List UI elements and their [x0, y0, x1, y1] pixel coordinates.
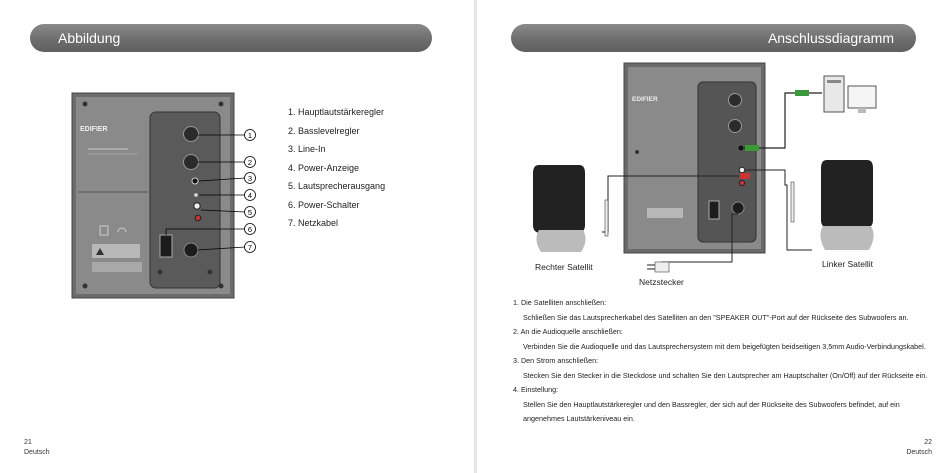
screw	[635, 150, 639, 154]
screw	[219, 102, 224, 107]
callout-number: 4	[247, 191, 253, 200]
screw	[83, 284, 88, 289]
warning-label	[647, 208, 683, 218]
list-item: 7. Netzkabel	[288, 218, 339, 228]
callout-number: 3	[247, 174, 253, 183]
power-plug-label: Netzstecker	[639, 277, 684, 287]
list-item: 6. Power-Schalter	[288, 199, 360, 210]
control-plate	[698, 82, 756, 242]
power-cable-socket	[184, 243, 198, 257]
green-jack-plug	[795, 90, 809, 96]
step-title: 4. Einstellung:	[513, 385, 559, 394]
red-rca-plug	[740, 173, 750, 179]
callout-number: 6	[247, 225, 253, 234]
green-jack-plug	[745, 145, 759, 151]
model-plate-line	[88, 148, 128, 150]
volume-knob[interactable]	[184, 127, 199, 142]
section-header: Abbildung	[30, 24, 432, 52]
callout-number: 7	[247, 243, 253, 252]
power-led	[194, 193, 198, 197]
language-label: Deutsch	[906, 449, 932, 456]
parts-list	[288, 103, 385, 233]
volume-knob	[729, 94, 742, 107]
list-item: 4. Power-Anzeige	[288, 162, 360, 173]
speaker-out-jack	[739, 167, 745, 173]
speaker-out-jack[interactable]	[194, 203, 200, 209]
page-number: 21	[24, 439, 32, 446]
screw	[83, 102, 88, 107]
cable-strip	[605, 200, 608, 236]
instruction-steps	[513, 296, 943, 427]
page-footer	[24, 438, 50, 458]
speaker-out-jack	[739, 180, 744, 185]
list-item: 1. Hauptlautstärkeregler	[288, 107, 385, 117]
callout-number: 5	[247, 208, 253, 217]
line-in-jack[interactable]	[192, 178, 198, 184]
step-body: Stellen Sie den Hauptlautstärkeregler und den Bassregler, der sich auf der Rückseite des Subwoofers befindet, auf ein	[523, 399, 900, 409]
speaker-out-jack[interactable]	[195, 215, 201, 221]
callout-number: 2	[247, 158, 253, 167]
power-switch[interactable]	[160, 235, 172, 257]
right-satellite-speaker	[533, 165, 585, 233]
step-title: 3. Den Strom anschließen:	[513, 356, 599, 365]
screw	[158, 270, 163, 275]
list-item: 3. Line-In	[288, 144, 326, 154]
bass-knob[interactable]	[184, 155, 199, 170]
power-plug-icon	[655, 262, 669, 272]
page-footer	[906, 438, 932, 458]
power-cable-socket	[732, 202, 744, 214]
step-body: Stecken Sie den Stecker in die Steckdose und schalten Sie den Lautsprecher am Hauptschalter (On/Off) auf der Rückseite ein.	[523, 370, 928, 380]
callout-number: 1	[247, 131, 253, 140]
info-label	[92, 262, 142, 272]
satellite-base	[820, 226, 873, 250]
step-body: angenehmes Lautstärkeniveau ein.	[523, 414, 635, 423]
satellite-base	[536, 230, 585, 252]
page-number: 22	[924, 439, 932, 446]
connection-diagram	[477, 0, 950, 290]
line-in-jack	[739, 146, 744, 151]
brand-logo: EDIFIER	[632, 96, 658, 103]
cable-strip	[791, 182, 794, 222]
left-satellite-label: Linker Satellit	[822, 259, 874, 269]
bass-knob	[729, 120, 742, 133]
step-body: Schließen Sie das Lautsprecherkabel des Satelliten an den "SPEAKER OUT"-Port auf der Rückseite des Subwoofers an.	[523, 312, 909, 322]
list-item: 5. Lautsprecherausgang	[288, 181, 386, 191]
step-title: 2. An die Audioquelle anschließen:	[513, 327, 623, 336]
subwoofer-back-panel-figure	[0, 0, 474, 473]
left-page	[0, 0, 474, 473]
screw	[208, 270, 213, 275]
right-page	[477, 0, 950, 473]
right-satellite-label: Rechter Satellit	[535, 262, 593, 272]
step-body: Verbinden Sie die Audioquelle und das Lautsprechersystem mit dem beigefügten beidseitigen 3,5mm Audio-Verbindungskabel.	[523, 341, 926, 351]
left-satellite-speaker	[821, 160, 873, 228]
language-label: Deutsch	[24, 449, 50, 456]
monitor-icon	[848, 86, 876, 108]
model-plate-line	[88, 153, 138, 155]
monitor-stand	[858, 108, 866, 113]
brand-logo: EDIFIER	[80, 126, 108, 133]
drive-bay	[827, 80, 841, 83]
section-header: Anschlussdiagramm	[511, 24, 916, 52]
list-item: 2. Basslevelregler	[288, 125, 360, 136]
step-title: 1. Die Satelliten anschließen:	[513, 298, 607, 307]
power-switch	[709, 201, 719, 219]
